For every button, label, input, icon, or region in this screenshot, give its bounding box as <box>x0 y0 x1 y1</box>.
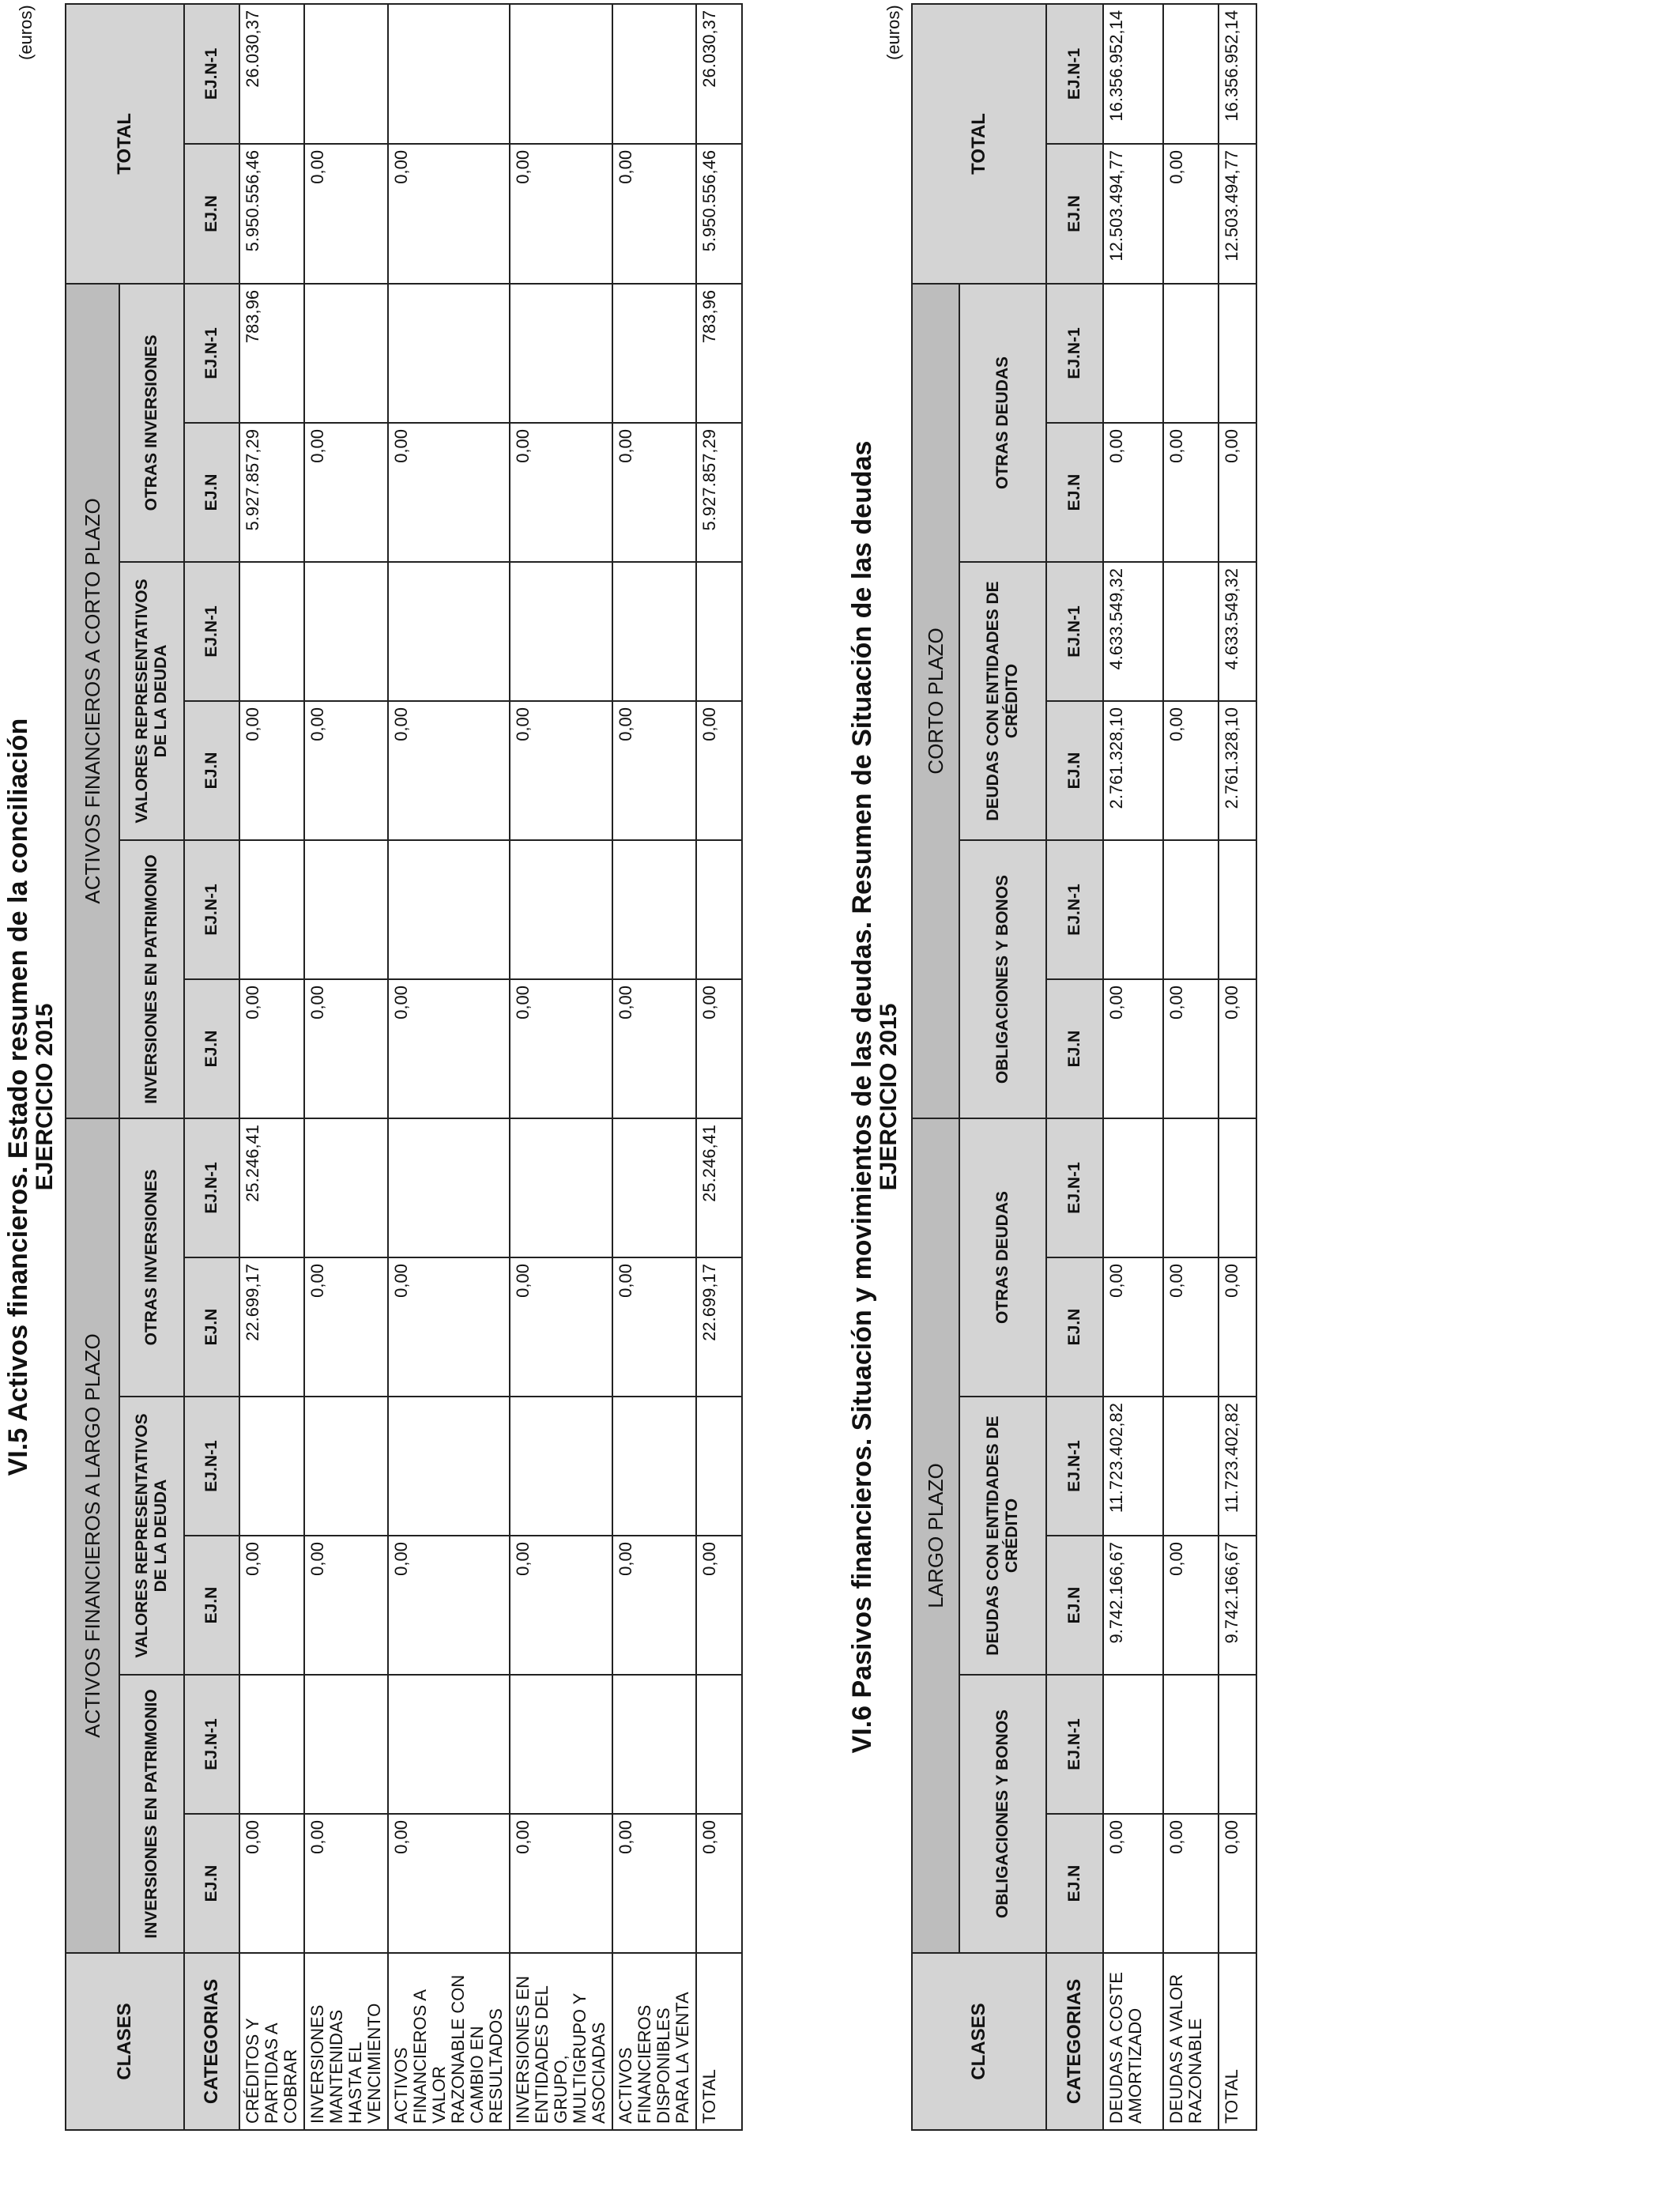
cell-value <box>304 1118 388 1257</box>
cell-value: 4.633.549,32 <box>1219 562 1256 701</box>
cell-value <box>1219 840 1256 979</box>
cell-value: 0,00 <box>1219 1257 1256 1397</box>
cell-value <box>1219 284 1256 423</box>
row-label: DEUDAS A VALOR RAZONABLE <box>1163 1953 1219 2130</box>
cell-value: 0,00 <box>510 1814 612 1953</box>
cell-value <box>510 284 612 423</box>
col-ej-n: EJ.N <box>1046 979 1103 1118</box>
cell-value: 0,00 <box>239 979 304 1118</box>
table-row <box>1163 4 1219 2130</box>
cell-value <box>696 1675 742 1814</box>
cell-value: 0,00 <box>510 423 612 562</box>
cell-value: 0,00 <box>510 701 612 840</box>
table-row <box>510 4 612 2130</box>
cell-value: 11.723.402,82 <box>1219 1397 1256 1536</box>
cell-value: 0,00 <box>510 979 612 1118</box>
cell-value: 0,00 <box>612 701 696 840</box>
cell-value: 0,00 <box>510 1536 612 1675</box>
section2-unit: (euros) <box>883 5 903 60</box>
categorias-header: CATEGORIAS <box>1046 1953 1103 2130</box>
cell-value <box>510 840 612 979</box>
col-ej-n: EJ.N <box>1046 1814 1103 1953</box>
cell-value: 9.742.166,67 <box>1219 1536 1256 1675</box>
cell-value: 25.246,41 <box>239 1118 304 1257</box>
group-header: OBLIGACIONES Y BONOS <box>959 1675 1046 1953</box>
col-ej-n: EJ.N <box>1046 701 1103 840</box>
cell-value: 26.030,37 <box>239 4 304 144</box>
cell-value <box>1163 1397 1219 1536</box>
cell-value: 25.246,41 <box>696 1118 742 1257</box>
col-ej-n: EJ.N <box>184 1536 239 1675</box>
cell-value: 0,00 <box>696 1814 742 1953</box>
cell-value: 0,00 <box>612 1536 696 1675</box>
row-label: INVERSIONES EN ENTIDADES DEL GRUPO, MULTIGRUPO Y ASOCIADAS <box>510 1953 612 2130</box>
cell-value: 0,00 <box>696 979 742 1118</box>
cell-value <box>1163 840 1219 979</box>
liabilities-summary-table <box>911 3 1257 2131</box>
cell-value <box>612 1118 696 1257</box>
col-ej-n: EJ.N <box>1046 423 1103 562</box>
cell-value: 12.503.494,77 <box>1219 144 1256 284</box>
cell-value <box>1103 840 1163 979</box>
table-row <box>696 4 742 2130</box>
cell-value: 0,00 <box>1103 423 1163 562</box>
cell-value <box>510 4 612 144</box>
col-ej-n: EJ.N <box>1046 144 1103 284</box>
cell-value <box>1163 1675 1219 1814</box>
cell-value: 783,96 <box>696 284 742 423</box>
cell-value: 0,00 <box>612 144 696 284</box>
row-label: TOTAL <box>696 1953 742 2130</box>
cell-value <box>388 840 510 979</box>
row-label: INVERSIONES MANTENIDAS HASTA EL VENCIMIENTO <box>304 1953 388 2130</box>
cell-value: 0,00 <box>1219 979 1256 1118</box>
cell-value: 0,00 <box>239 701 304 840</box>
cell-value <box>510 1675 612 1814</box>
cell-value <box>1163 4 1219 144</box>
cell-value: 0,00 <box>612 1814 696 1953</box>
cell-value <box>388 284 510 423</box>
cell-value <box>1163 562 1219 701</box>
cell-value <box>612 562 696 701</box>
cell-value: 0,00 <box>1163 144 1219 284</box>
col-ej-n: EJ.N <box>184 1814 239 1953</box>
cell-value: 0,00 <box>1163 1257 1219 1397</box>
long-term-band: LARGO PLAZO <box>912 1118 959 1953</box>
col-ej-n1: EJ.N-1 <box>184 1675 239 1814</box>
cell-value <box>388 1675 510 1814</box>
cell-value: 0,00 <box>388 701 510 840</box>
row-label: CRÉDITOS Y PARTIDAS A COBRAR <box>239 1953 304 2130</box>
col-ej-n1: EJ.N-1 <box>184 562 239 701</box>
cell-value <box>612 284 696 423</box>
cell-value <box>696 840 742 979</box>
cell-value: 0,00 <box>388 1536 510 1675</box>
cell-value: 5.950.556,46 <box>696 144 742 284</box>
group-header: INVERSIONES EN PATRIMONIO <box>119 1675 184 1953</box>
cell-value <box>510 562 612 701</box>
cell-value: 0,00 <box>239 1814 304 1953</box>
table-row <box>1219 4 1256 2130</box>
group-header: DEUDAS CON ENTIDADES DE CRÉDITO <box>959 562 1046 840</box>
table-row <box>239 4 304 2130</box>
cell-value <box>1103 1675 1163 1814</box>
cell-value: 0,00 <box>1163 1536 1219 1675</box>
cell-value: 0,00 <box>1163 1814 1219 1953</box>
col-ej-n: EJ.N <box>184 979 239 1118</box>
cell-value <box>510 1118 612 1257</box>
cell-value: 0,00 <box>239 1536 304 1675</box>
cell-value: 4.633.549,32 <box>1103 562 1163 701</box>
cell-value <box>612 840 696 979</box>
cell-value: 0,00 <box>304 423 388 562</box>
col-ej-n: EJ.N <box>1046 1536 1103 1675</box>
col-ej-n1: EJ.N-1 <box>1046 562 1103 701</box>
cell-value: 0,00 <box>510 1257 612 1397</box>
col-ej-n1: EJ.N-1 <box>1046 4 1103 144</box>
cell-value: 0,00 <box>388 144 510 284</box>
group-header: OTRAS DEUDAS <box>959 284 1046 562</box>
cell-value: 16.356.952,14 <box>1219 4 1256 144</box>
cell-value <box>239 840 304 979</box>
col-ej-n: EJ.N <box>1046 1257 1103 1397</box>
cell-value <box>304 4 388 144</box>
col-ej-n1: EJ.N-1 <box>1046 1118 1103 1257</box>
categorias-header: CATEGORIAS <box>184 1953 239 2130</box>
cell-value: 0,00 <box>304 144 388 284</box>
cell-value <box>1103 1118 1163 1257</box>
col-ej-n1: EJ.N-1 <box>184 1118 239 1257</box>
cell-value: 0,00 <box>510 144 612 284</box>
table-row <box>388 4 510 2130</box>
cell-value: 22.699,17 <box>239 1257 304 1397</box>
cell-value <box>612 4 696 144</box>
group-header: OTRAS DEUDAS <box>959 1118 1046 1397</box>
cell-value: 0,00 <box>304 1257 388 1397</box>
table-row <box>612 4 696 2130</box>
cell-value: 0,00 <box>612 423 696 562</box>
cell-value <box>696 562 742 701</box>
row-label: TOTAL <box>1219 1953 1256 2130</box>
cell-value: 0,00 <box>1103 1257 1163 1397</box>
col-ej-n1: EJ.N-1 <box>1046 284 1103 423</box>
cell-value: 0,00 <box>304 979 388 1118</box>
cell-value: 0,00 <box>1103 1814 1163 1953</box>
col-ej-n: EJ.N <box>184 701 239 840</box>
cell-value: 0,00 <box>304 701 388 840</box>
cell-value <box>388 1118 510 1257</box>
section1-unit: (euros) <box>16 5 36 60</box>
cell-value <box>304 840 388 979</box>
cell-value <box>304 1397 388 1536</box>
short-term-band: CORTO PLAZO <box>912 284 959 1118</box>
section2-subtitle: EJERCICIO 2015 <box>876 1003 902 1191</box>
cell-value: 0,00 <box>612 979 696 1118</box>
col-ej-n1: EJ.N-1 <box>184 840 239 979</box>
assets-summary-table <box>65 3 743 2131</box>
section2-title: VI.6 Pasivos financieros. Situación y movimientos de las deudas. Resumen de Situación de las deudas <box>847 440 877 1754</box>
cell-value: 22.699,17 <box>696 1257 742 1397</box>
cell-value: 16.356.952,14 <box>1103 4 1163 144</box>
cell-value <box>510 1397 612 1536</box>
group-header: OBLIGACIONES Y BONOS <box>959 840 1046 1118</box>
total-header: TOTAL <box>66 4 184 284</box>
group-header: INVERSIONES EN PATRIMONIO <box>119 840 184 1118</box>
cell-value <box>1163 1118 1219 1257</box>
cell-value: 0,00 <box>1103 979 1163 1118</box>
cell-value <box>304 1675 388 1814</box>
row-label: DEUDAS A COSTE AMORTIZADO <box>1103 1953 1163 2130</box>
col-ej-n1: EJ.N-1 <box>184 1397 239 1536</box>
short-term-band: ACTIVOS FINANCIEROS A CORTO PLAZO <box>66 284 119 1118</box>
cell-value <box>239 562 304 701</box>
cell-value: 11.723.402,82 <box>1103 1397 1163 1536</box>
group-header: VALORES REPRESENTATIVOS DE LA DEUDA <box>119 562 184 840</box>
row-label: ACTIVOS FINANCIEROS DISPONIBLES PARA LA VENTA <box>612 1953 696 2130</box>
group-header: VALORES REPRESENTATIVOS DE LA DEUDA <box>119 1397 184 1675</box>
cell-value: 0,00 <box>696 701 742 840</box>
total-header: TOTAL <box>912 4 1046 284</box>
section1-title: VI.5 Activos financieros. Estado resumen de la conciliación <box>3 718 33 1476</box>
cell-value: 5.950.556,46 <box>239 144 304 284</box>
col-ej-n: EJ.N <box>184 423 239 562</box>
cell-value: 0,00 <box>388 423 510 562</box>
table-row <box>304 4 388 2130</box>
cell-value: 0,00 <box>696 1536 742 1675</box>
group-header: OTRAS INVERSIONES <box>119 284 184 562</box>
col-ej-n1: EJ.N-1 <box>184 284 239 423</box>
cell-value: 0,00 <box>612 1257 696 1397</box>
col-ej-n1: EJ.N-1 <box>184 4 239 144</box>
cell-value <box>388 4 510 144</box>
table-row <box>1103 4 1163 2130</box>
cell-value <box>388 562 510 701</box>
long-term-band: ACTIVOS FINANCIEROS A LARGO PLAZO <box>66 1118 119 1953</box>
cell-value: 26.030,37 <box>696 4 742 144</box>
row-label: ACTIVOS FINANCIEROS A VALOR RAZONABLE CON CAMBIO EN RESULTADOS <box>388 1953 510 2130</box>
col-ej-n1: EJ.N-1 <box>1046 840 1103 979</box>
cell-value <box>304 284 388 423</box>
cell-value <box>1219 1675 1256 1814</box>
group-header: OTRAS INVERSIONES <box>119 1118 184 1397</box>
col-ej-n: EJ.N <box>184 1257 239 1397</box>
cell-value: 5.927.857,29 <box>239 423 304 562</box>
cell-value: 0,00 <box>1219 1814 1256 1953</box>
cell-value: 0,00 <box>1219 423 1256 562</box>
clases-header: CLASES <box>66 1953 184 2130</box>
cell-value: 2.761.328,10 <box>1103 701 1163 840</box>
cell-value: 783,96 <box>239 284 304 423</box>
cell-value: 2.761.328,10 <box>1219 701 1256 840</box>
group-header: DEUDAS CON ENTIDADES DE CRÉDITO <box>959 1397 1046 1675</box>
cell-value: 12.503.494,77 <box>1103 144 1163 284</box>
cell-value: 0,00 <box>1163 423 1219 562</box>
col-ej-n: EJ.N <box>184 144 239 284</box>
cell-value: 0,00 <box>1163 701 1219 840</box>
cell-value: 0,00 <box>388 979 510 1118</box>
cell-value <box>304 562 388 701</box>
clases-header: CLASES <box>912 1953 1046 2130</box>
section1-subtitle: EJERCICIO 2015 <box>32 1003 58 1191</box>
cell-value <box>1103 284 1163 423</box>
cell-value <box>696 1397 742 1536</box>
cell-value: 9.742.166,67 <box>1103 1536 1163 1675</box>
cell-value: 0,00 <box>1163 979 1219 1118</box>
col-ej-n1: EJ.N-1 <box>1046 1397 1103 1536</box>
cell-value <box>1219 1118 1256 1257</box>
cell-value <box>612 1397 696 1536</box>
col-ej-n1: EJ.N-1 <box>1046 1675 1103 1814</box>
cell-value <box>239 1397 304 1536</box>
cell-value: 5.927.857,29 <box>696 423 742 562</box>
cell-value <box>388 1397 510 1536</box>
cell-value <box>239 1675 304 1814</box>
cell-value: 0,00 <box>304 1536 388 1675</box>
cell-value: 0,00 <box>388 1257 510 1397</box>
cell-value <box>612 1675 696 1814</box>
cell-value: 0,00 <box>304 1814 388 1953</box>
cell-value <box>1163 284 1219 423</box>
cell-value: 0,00 <box>388 1814 510 1953</box>
